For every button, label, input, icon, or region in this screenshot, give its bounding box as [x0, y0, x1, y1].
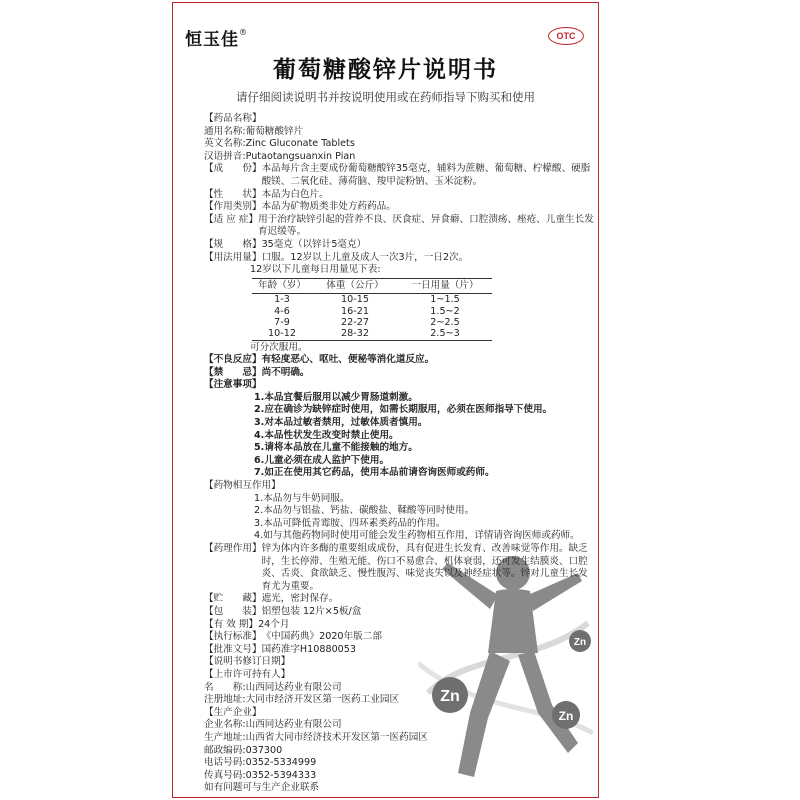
precaution-item: 1.本品宜餐后服用以减少胃肠道刺激。	[254, 391, 418, 403]
manufacturer-phone-row: 电话号码: 0352-5334999	[204, 757, 317, 769]
leaflet-content	[204, 113, 594, 795]
precaution-item: 5.请将本品放在儿童不能接触的地方。	[254, 442, 418, 454]
section-holder: 【上市许可持有人】	[204, 668, 291, 680]
precaution-item: 7.如正在使用其它药品，使用本品前请咨询医师或药师。	[254, 467, 495, 479]
precaution-item: 2.应在确诊为缺锌症时使用，如需长期服用，必须在医师指导下使用。	[254, 404, 553, 416]
section-appearance: 【性 状】 本品为白色片。	[204, 188, 329, 200]
dose-table	[252, 278, 492, 341]
leaflet-frame	[172, 2, 599, 798]
section-spec: 【规 格】 35毫克（以锌计5毫克）	[204, 238, 367, 250]
interaction-item: 1.本品勿与牛奶同服。	[254, 492, 350, 504]
section-approval: 【批准文号】 国药准字H10880053	[204, 643, 356, 655]
section-pharmacology: 【药理作用】 锌为体内许多酶的重要组成成份，具有促进生长发育、改善味觉等作用。缺乏时，生长停滞、生殖无能、伤口不易愈合、机体衰弱，还可发生结膜炎、口腔炎、舌炎、食欲缺乏、慢性腹泻、味觉丧失以及神经症状等。锌对儿童生长发育尤为重要。	[204, 543, 588, 592]
section-drug-name: 【药品名称】	[204, 113, 262, 124]
manufacturer-postcode-row: 邮政编码: 037300	[204, 744, 283, 756]
page-title: 葡萄糖酸锌片说明书	[273, 57, 498, 83]
brand-logo	[185, 25, 248, 50]
precaution-item: 3.对本品过敏者禁用，过敏体质者慎用。	[254, 417, 428, 429]
table-row: 10-12 28-32 2.5~3	[252, 328, 492, 340]
section-category: 【作用类别】 本品为矿物质类非处方药药品。	[204, 201, 396, 213]
section-package: 【包 装】 铝塑包装 12片×5板/盒	[204, 605, 362, 617]
section-indication: 【适 应 症】 用于治疗缺锌引起的营养不良、厌食症、异食癖、口腔溃疡、痤疮、儿童生长发育迟缓等。	[204, 213, 594, 238]
brand-name: 恒玉佳	[185, 30, 239, 50]
table-row: 4-6 16-21 1.5~2	[274, 305, 460, 317]
generic-name-row: 通用名称: 葡萄糖酸锌片	[204, 125, 304, 137]
svg-text:Zn: Zn	[440, 688, 460, 705]
pinyin-name-row: 汉语拼音: Putaotangsuanxin Pian	[204, 150, 356, 162]
section-revision-date: 【说明书修订日期】	[204, 656, 291, 668]
dose-table-header: 年龄（岁） 体重（公斤） 一日用量（片）	[252, 278, 492, 294]
section-contraindication: 【禁 忌】 尚不明确。	[204, 366, 310, 378]
otc-badge: OTC	[548, 27, 584, 45]
trademark-mark: ®	[239, 28, 248, 38]
english-name-row: 英文名称: Zinc Gluconate Tablets	[204, 138, 355, 150]
interaction-item: 4.如与其他药物同时使用可能会发生药物相互作用，详情请咨询医师或药师。	[254, 530, 580, 542]
section-dosage: 【用法用量】 口服。12岁以上儿童及成人一次3片，一日2次。	[204, 251, 469, 263]
svg-text:Zn: Zn	[573, 637, 587, 648]
section-ingredients: 【成 份】 本品每片含主要成份葡萄糖酸锌35毫克，辅料为蔗糖、葡萄糖、柠檬酸、硬脂酸镁、二氧化硅、薄荷脑、羧甲淀粉钠、玉米淀粉。	[204, 163, 591, 187]
manufacturer-address-row: 生产地址: 山西省大同市经济技术开发区第一医药园区	[204, 731, 428, 743]
section-adverse: 【不良反应】 有轻度恶心、呕吐、便秘等消化道反应。	[204, 354, 435, 366]
section-interactions: 【药物相互作用】	[204, 480, 281, 492]
svg-text:Zn: Zn	[558, 709, 574, 723]
page-subtitle: 请仔细阅读说明书并按说明使用或在药师指导下购买和使用	[236, 90, 535, 104]
table-row: 1-3 10-15 1~1.5	[274, 294, 460, 306]
section-manufacturer: 【生产企业】	[204, 706, 262, 718]
precaution-item: 4.本品性状发生改变时禁止使用。	[254, 429, 399, 441]
manufacturer-fax-row: 传真号码: 0352-5394333	[204, 769, 317, 781]
manufacturer-footer: 如有问题可与生产企业联系	[204, 782, 320, 794]
dose-table-note: 可分次服用。	[250, 341, 308, 353]
interaction-item: 2.本品勿与铝盐、钙盐、碳酸盐、鞣酸等同时使用。	[254, 505, 475, 517]
table-row: 7-9 22-27 2~2.5	[274, 316, 460, 328]
section-storage: 【贮 藏】 遮光，密封保存。	[204, 593, 339, 605]
holder-address-row: 注册地址: 大同市经济开发区第一医药工业园区	[204, 694, 400, 706]
holder-name-row: 名 称: 山西同达药业有限公司	[204, 681, 342, 693]
section-standard: 【执行标准】 《中国药典》2020年版二部	[204, 631, 382, 643]
interaction-item: 3.本品可降低青霉胺、四环素类药品的作用。	[254, 517, 446, 529]
manufacturer-name-row: 企业名称: 山西同达药业有限公司	[204, 719, 342, 731]
precaution-item: 6.儿童必须在成人监护下使用。	[254, 454, 390, 466]
section-precautions: 【注意事项】	[204, 379, 262, 391]
dosage-subnote: 12岁以下儿童每日用量见下表:	[250, 264, 381, 276]
section-validity: 【有 效 期】 24个月	[204, 618, 290, 630]
